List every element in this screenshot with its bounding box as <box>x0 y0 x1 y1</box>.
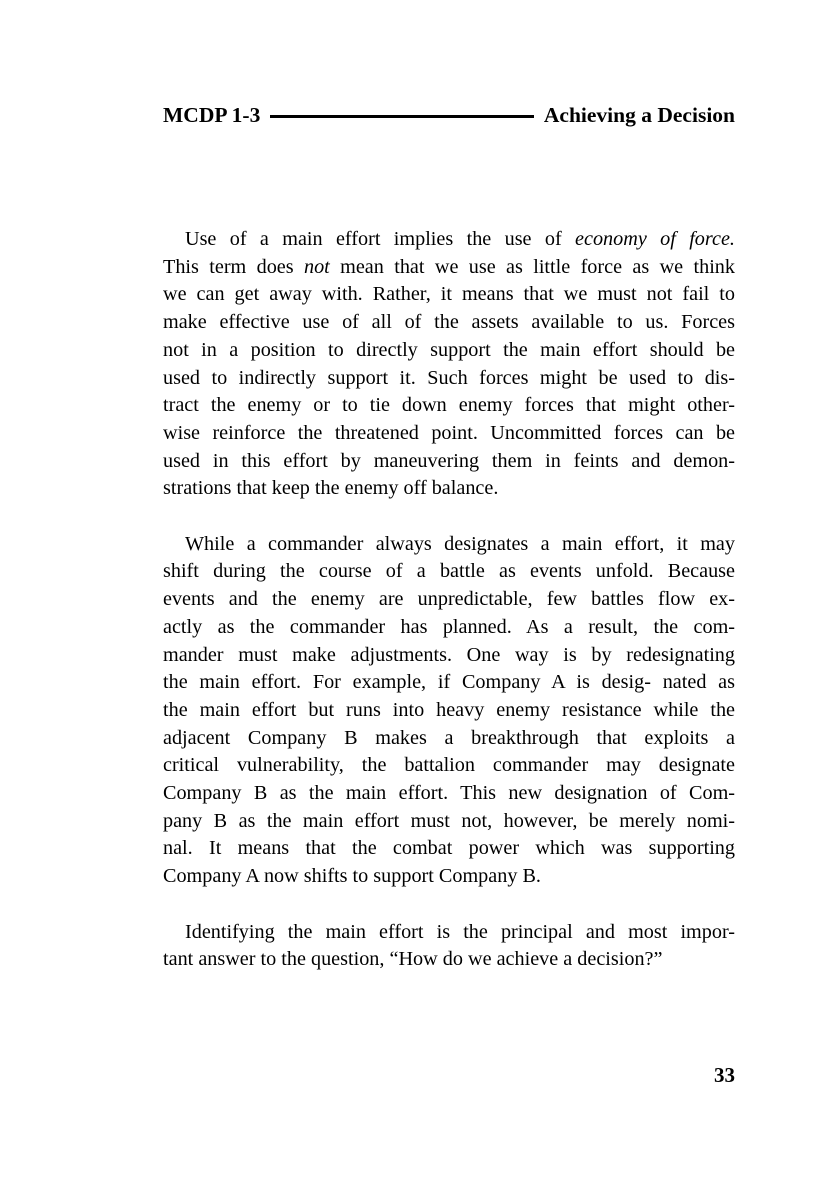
text-line <box>163 586 735 614</box>
text-line <box>163 752 735 780</box>
text-segment: Company B as the main effort. This new designation of Com- <box>163 782 735 805</box>
text-segment: tract the enemy or to tie down enemy forces that might other- <box>163 394 735 417</box>
text-segment: pany B as the main effort must not, however, be merely nomi- <box>163 809 735 832</box>
text-line <box>163 281 735 309</box>
text-line <box>163 697 735 725</box>
text-line <box>163 531 735 559</box>
page-number: 33 <box>714 1063 735 1087</box>
text-line <box>163 946 735 974</box>
text-line <box>163 669 735 697</box>
text-line <box>163 614 735 642</box>
text-line <box>163 863 735 891</box>
text-segment: the main effort. For example, if Company A is desig- nated as <box>163 671 735 694</box>
text-segment: actly as the commander has planned. As a result, the com- <box>163 615 735 638</box>
text-line <box>163 448 735 476</box>
text-segment: mander must make adjustments. One way is by redesignating <box>163 643 735 666</box>
paragraph <box>163 226 735 503</box>
text-line <box>163 226 735 254</box>
text-segment: tant answer to the question, “How do we achieve a decision?” <box>163 948 663 971</box>
text-line <box>163 642 735 670</box>
paragraph <box>163 531 735 891</box>
text-segment: used in this effort by maneuvering them in feints and demon- <box>163 449 735 472</box>
text-line <box>163 365 735 393</box>
text-segment: This term does <box>163 255 304 278</box>
text-segment: economy of force. <box>575 228 735 250</box>
text-line <box>163 725 735 753</box>
text-segment: not in a position to directly support the main effort should be <box>163 338 735 361</box>
text-segment: wise reinforce the threatened point. Uncommitted forces can be <box>163 421 735 444</box>
text-segment: shift during the course of a battle as events unfold. Because <box>163 560 735 583</box>
body-text <box>163 226 735 1002</box>
text-line <box>163 392 735 420</box>
text-segment: we can get away with. Rather, it means that we must not fail to <box>163 283 735 306</box>
text-line <box>163 475 735 503</box>
text-line <box>163 808 735 836</box>
text-segment: Company A now shifts to support Company B. <box>163 865 541 888</box>
text-segment: used to indirectly support it. Such forces might be used to dis- <box>163 366 735 389</box>
text-segment: make effective use of all of the assets available to us. Forces <box>163 311 735 334</box>
text-segment: mean that we use as little force as we think <box>329 255 735 278</box>
text-line <box>163 780 735 808</box>
text-segment: the main effort but runs into heavy enemy resistance while the <box>163 698 735 721</box>
text-line <box>163 254 735 282</box>
text-segment: strations that keep the enemy off balance. <box>163 477 499 500</box>
text-segment: events and the enemy are unpredictable, few battles flow ex- <box>163 588 735 611</box>
text-segment: Use of a main effort implies the use of <box>185 228 576 250</box>
text-segment: critical vulnerability, the battalion commander may designate <box>163 754 735 777</box>
text-segment: nal. It means that the combat power which was supporting <box>163 837 735 860</box>
text-line <box>163 919 735 947</box>
chapter-title: Achieving a Decision <box>543 103 735 127</box>
text-segment: not <box>303 255 330 278</box>
text-segment: While a commander always designates a main effort, it may <box>185 532 735 555</box>
text-segment: Identifying the main effort is the principal and most impor- <box>185 920 735 943</box>
text-line <box>163 835 735 863</box>
text-line <box>163 337 735 365</box>
header-rule <box>270 115 534 118</box>
text-segment: adjacent Company B makes a breakthrough that exploits a <box>163 726 735 749</box>
page-header <box>163 103 735 127</box>
paragraph <box>163 919 735 974</box>
text-line <box>163 309 735 337</box>
text-line <box>163 420 735 448</box>
text-line <box>163 558 735 586</box>
doc-id: MCDP 1-3 <box>163 103 261 127</box>
